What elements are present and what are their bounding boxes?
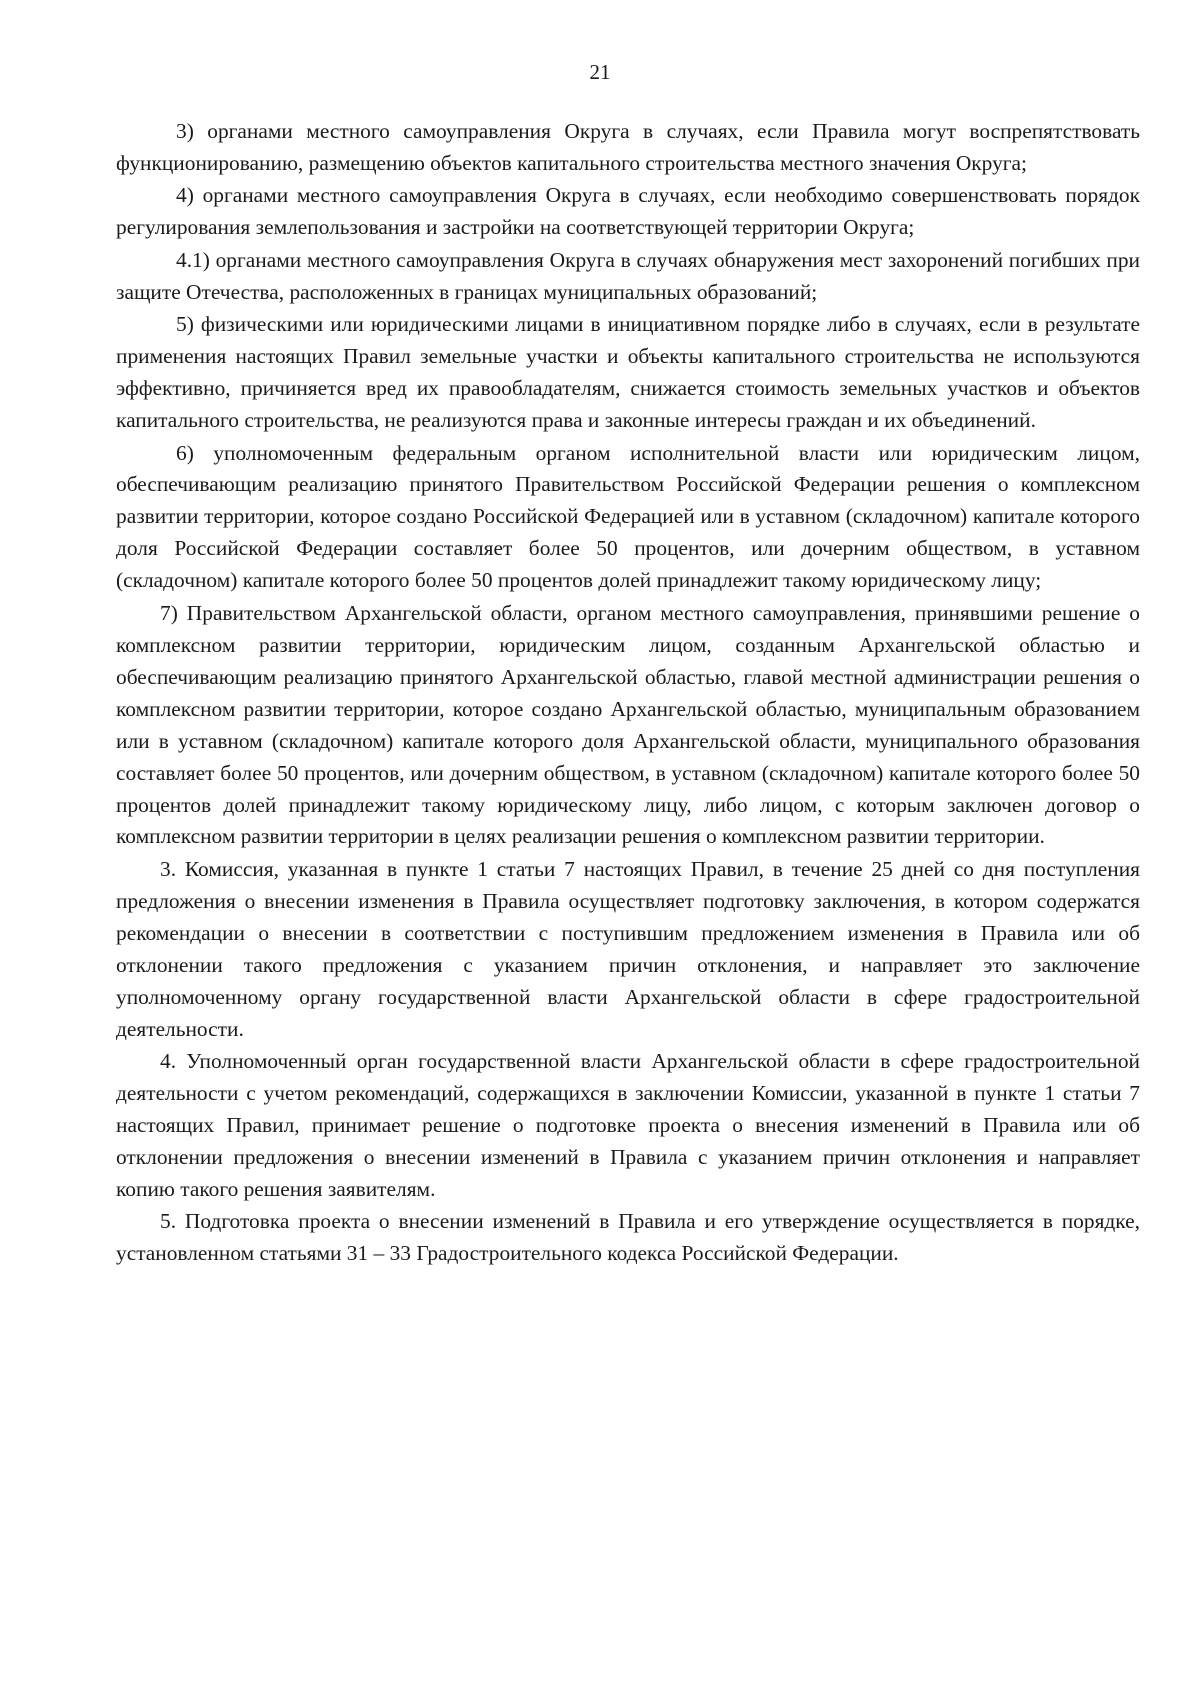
page-number: 21: [589, 60, 611, 84]
paragraph-item-6: 6) уполномоченным федеральным органом исполнительной власти или юридическим лицом, обеспечивающим реализацию принятого Правительством Российской Федерации решения о комплексном развитии территории, которое создано Российской Федерацией или в уставном (складочном) капитале которого доля Российской Федерации составляет более 50 процентов, или дочерним обществом, в уставном (складочном) капитале которого более 50 процентов долей принадлежит такому юридическому лицу;: [116, 440, 1140, 593]
paragraph-item-3: 3) органами местного самоуправления Округа в случаях, если Правила могут воспрепятствовать функционированию, размещению объектов капитального строительства местного значения Округа;: [116, 119, 1140, 175]
document-body: [116, 116, 1140, 1271]
paragraph-item-7: 7) Правительством Архангельской области, органом местного самоуправления, принявшими решение о комплексном развитии территории, юридическим лицом, созданным Архангельской областью и обеспечивающим реализацию принятого Архангельской областью, главой местной администрации решения о комплексном развитии территории, которое создано Архангельской областью, муниципальным образованием или в уставном (складочном) капитале которого доля Архангельской области, муниципального образования составляет более 50 процентов, или дочерним обществом, в уставном (складочном) капитале которого более 50 процентов долей принадлежит такому юридическому лицу, либо лицом, с которым заключен договор о комплексном развитии территории в целях реализации решения о комплексном развитии территории.: [116, 600, 1140, 849]
paragraph-point-4: 4. Уполномоченный орган государственной власти Архангельской области в сфере градостроительной деятельности с учетом рекомендаций, содержащихся в заключении Комиссии, указанной в пункте 1 статьи 7 настоящих Правил, принимает решение о подготовке проекта о внесения изменений в Правила или об отклонении предложения о внесении изменений в Правила с указанием причин отклонения и направляет копию такого решения заявителям.: [116, 1049, 1140, 1201]
paragraph-point-3: 3. Комиссия, указанная в пункте 1 статьи 7 настоящих Правил, в течение 25 дней со дня поступления предложения о внесении изменения в Правила осуществляет подготовку заключения, в котором содержатся рекомендации о внесении в соответствии с поступившим предложением изменения в Правила или об отклонении такого предложения с указанием причин отклонения, и направляет это заключение уполномоченному органу государственной власти Архангельской области в сфере градостроительной деятельности.: [116, 856, 1140, 1041]
paragraph-item-5: 5) физическими или юридическими лицами в инициативном порядке либо в случаях, если в результате применения настоящих Правил земельные участки и объекты капитального строительства не используются эффективно, причиняется вред их правообладателям, снижается стоимость земельных участков и объектов капитального строительства, не реализуются права и законные интересы граждан и их объединений.: [116, 312, 1140, 433]
paragraph-point-5: 5. Подготовка проекта о внесении изменений в Правила и его утверждение осуществляется в порядке, установленном статьями 31 – 33 Градостроительного кодекса Российской Федерации.: [116, 1209, 1140, 1266]
paragraph-item-4-1: 4.1) органами местного самоуправления Округа в случаях обнаружения мест захоронений погибших при защите Отечества, расположенных в границах муниципальных образований;: [116, 247, 1140, 304]
paragraph-item-4: 4) органами местного самоуправления Округа в случаях, если необходимо совершенствовать порядок регулирования землепользования и застройки на соответствующей территории Округа;: [116, 183, 1140, 240]
